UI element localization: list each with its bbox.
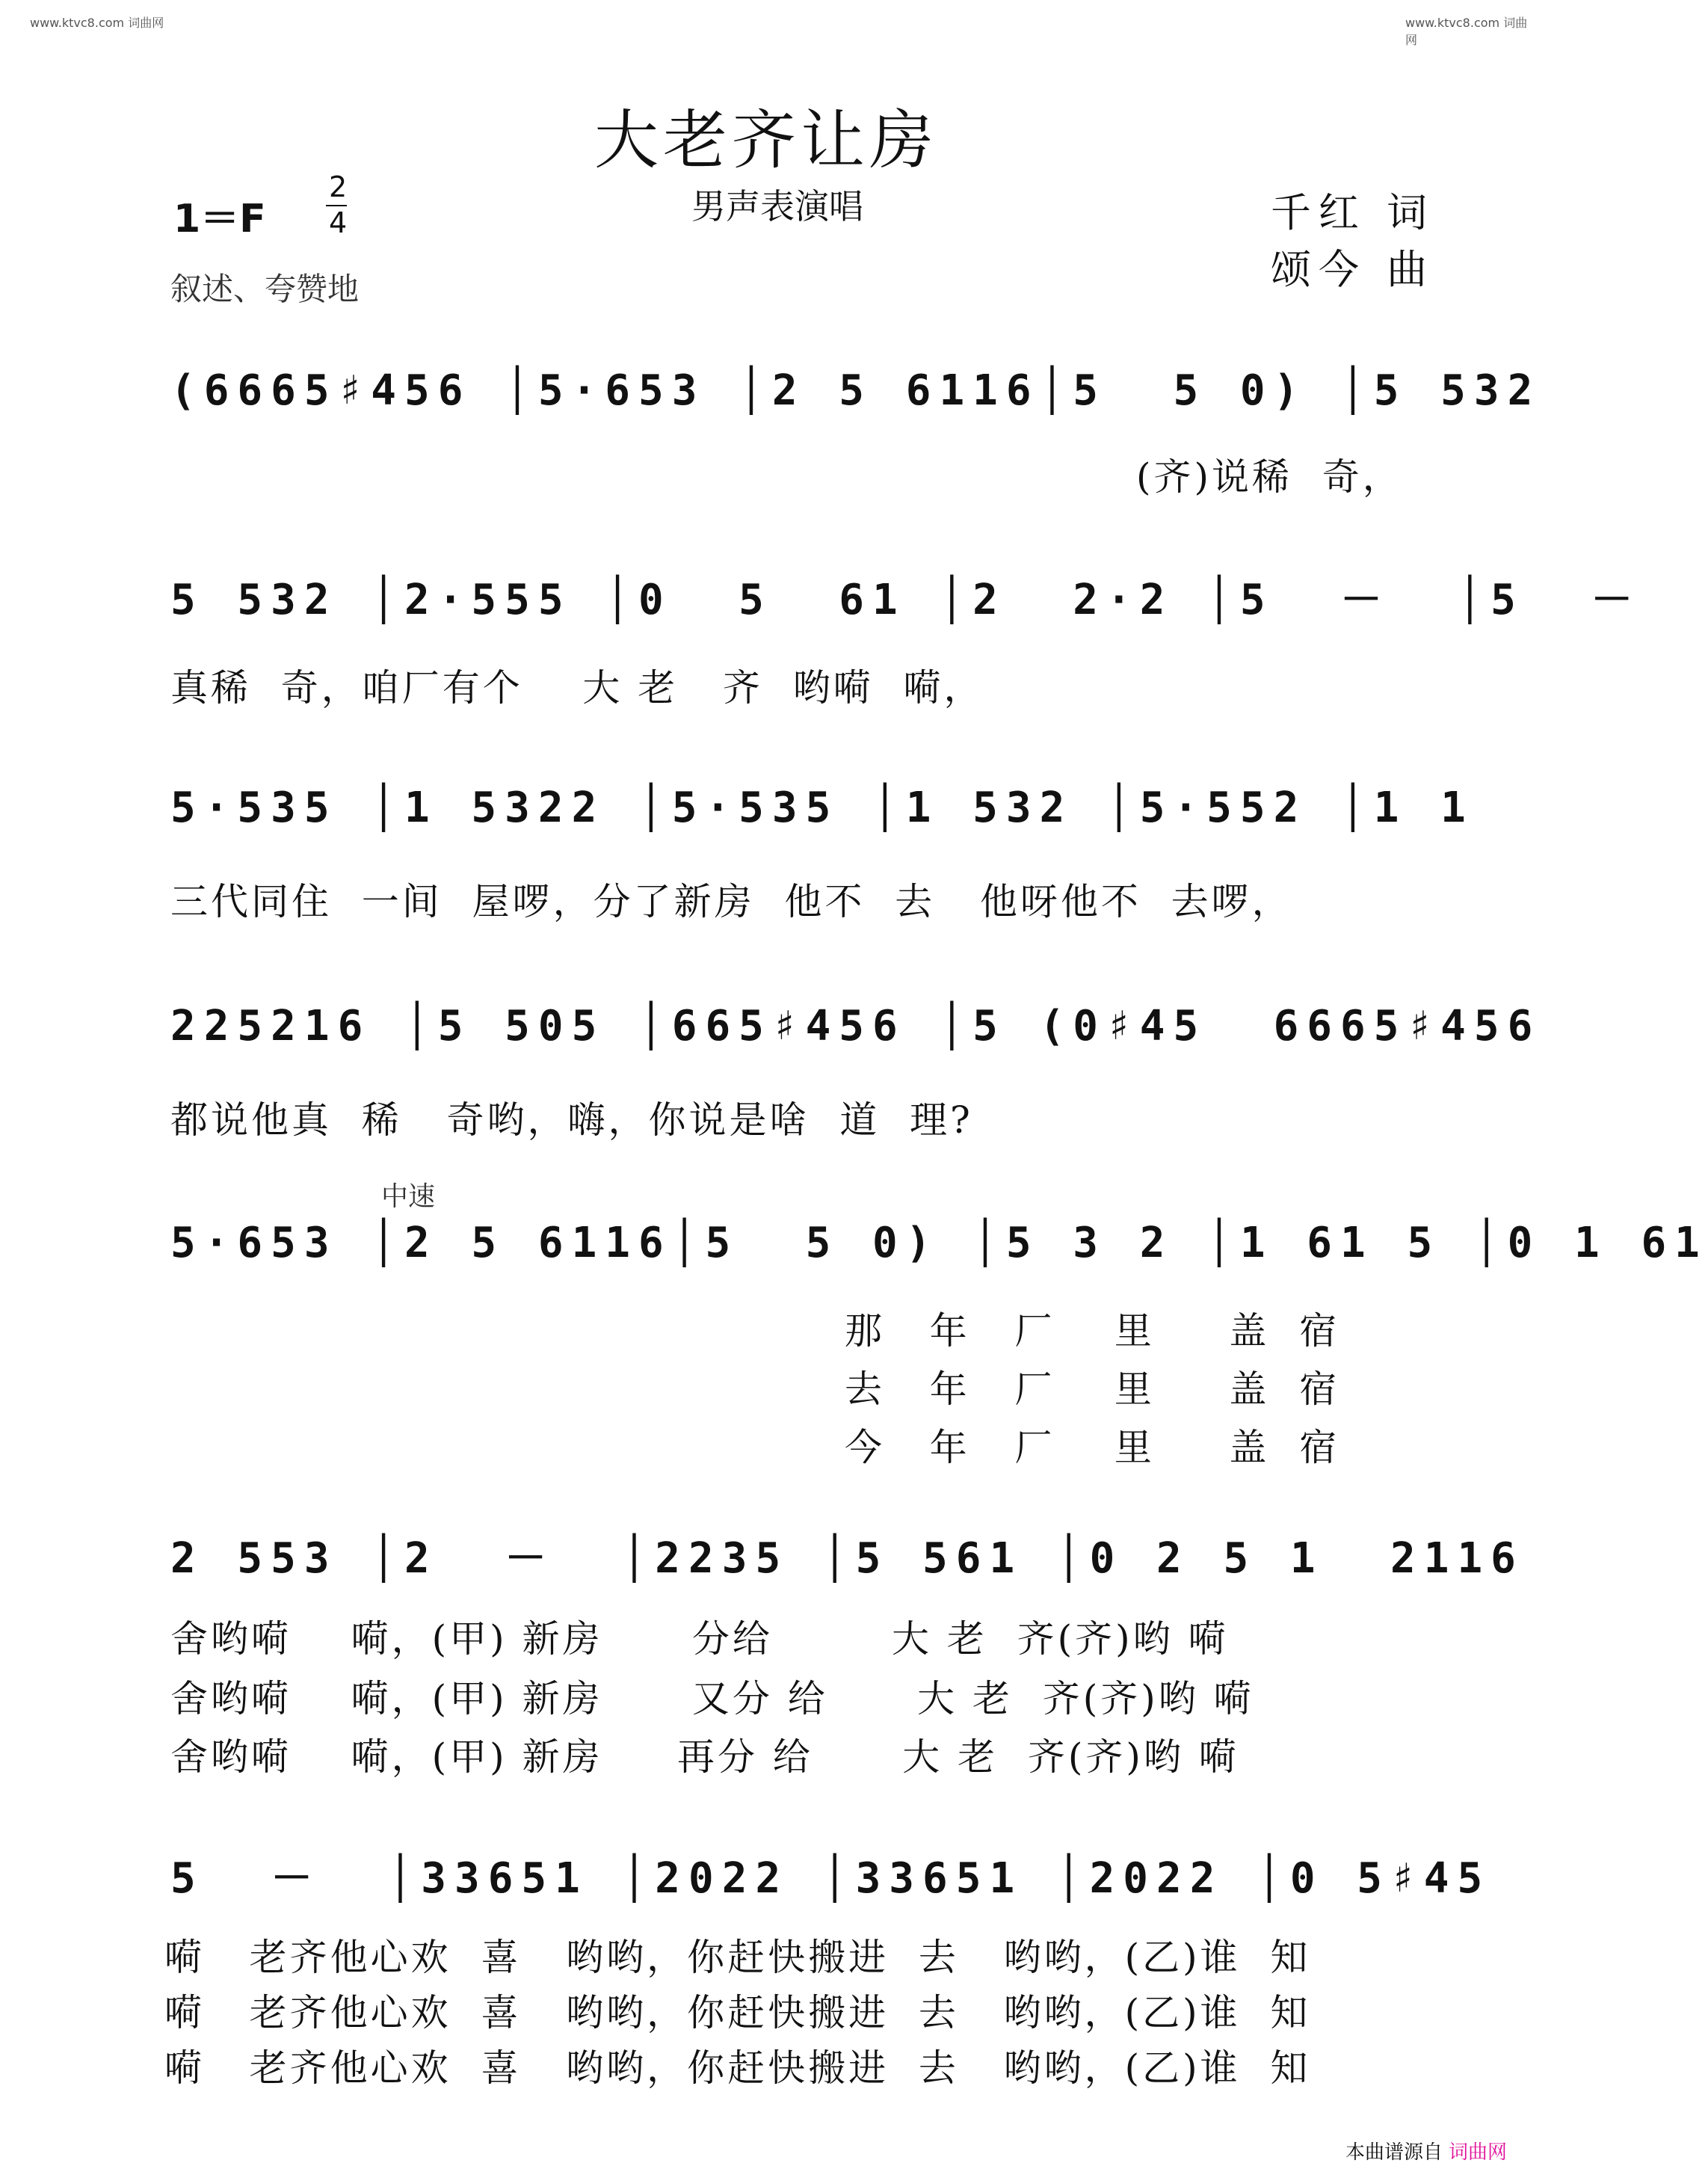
- tempo-mark: 中速: [381, 1181, 436, 1212]
- key-signature: 1＝F: [173, 197, 266, 241]
- notation-line-4: 225216 │5 505 │665♯456 │5 (0♯45 6665♯456: [170, 1002, 1541, 1050]
- lyric-line-3: 三代同住 一间 屋啰，分了新房 他不 去 他呀他不 去啰，: [170, 880, 1292, 923]
- page-title: 大老齐让房: [594, 103, 938, 178]
- lyric-line-6-verse-2: 舍哟嗬 嗬，(甲) 新房 又分 给 大 老 齐(齐)哟 嗬: [170, 1677, 1254, 1720]
- footer-source-text: 本曲谱源自: [1345, 2141, 1443, 2164]
- lyric-line-4: 都说他真 稀 奇哟，嗨，你说是啥 道 理?: [170, 1098, 973, 1142]
- notation-line-2: 5 532 │2·555 │0 5 61 │2 2·2 │5 － │5 －: [170, 576, 1641, 624]
- lyric-line-6-verse-3: 舍哟嗬 嗬，(甲) 新房 再分 给 大 老 齐(齐)哟 嗬: [170, 1735, 1239, 1779]
- composer-credit: 颂今 曲: [1271, 246, 1435, 293]
- footer-brand-link[interactable]: 词曲网: [1449, 2141, 1508, 2164]
- notation-line-7: 5 － │33651 │2022 │33651 │2022 │0 5♯45: [170, 1854, 1491, 1903]
- lyric-line-7-verse-3: 嗬 老齐他心欢 喜 哟哟，你赶快搬进 去 哟哟，(乙)谁 知: [164, 2046, 1311, 2090]
- lyric-line-2: 真稀 奇，咱厂有个 大 老 齐 哟嗬 嗬，: [170, 666, 984, 710]
- time-signature-top: 2: [329, 170, 348, 203]
- lyric-line-5-verse-1: 那 年 厂 里 盖 宿: [845, 1309, 1340, 1353]
- notation-line-5: 5·653 │2 5 6116│5 5 0) │5 3 2 │1 61 5 │0 1 61: [170, 1219, 1708, 1267]
- lyricist-credit: 千红 词: [1271, 189, 1435, 236]
- lyric-line-1: (齐)说稀 奇，: [1136, 455, 1403, 499]
- subtitle: 男声表演唱: [691, 186, 863, 227]
- header-site-left: www.ktvc8.com 词曲网: [30, 16, 164, 30]
- lyric-line-5-verse-2: 去 年 厂 里 盖 宿: [845, 1368, 1340, 1411]
- lyric-line-5-verse-3: 今 年 厂 里 盖 宿: [845, 1426, 1340, 1469]
- lyric-line-6-verse-1: 舍哟嗬 嗬，(甲) 新房 分给 大 老 齐(齐)哟 嗬: [170, 1617, 1229, 1661]
- header-site-right: www.ktvc8.com 词曲网: [1405, 16, 1528, 47]
- notation-line-1: (6665♯456 │5·653 │2 5 6116│5 5 0) │5 532: [170, 366, 1541, 415]
- time-signature-bottom: 4: [329, 206, 348, 239]
- notation-line-3: 5·535 │1 5322 │5·535 │1 532 │5·552 │1 1: [170, 784, 1474, 832]
- notation-line-6: 2 553 │2 － │2235 │5 561 │0 2 5 1 2116: [170, 1534, 1524, 1583]
- expression-mark: 叙述、夸赞地: [170, 271, 360, 307]
- lyric-line-7-verse-1: 嗬 老齐他心欢 喜 哟哟，你赶快搬进 去 哟哟，(乙)谁 知: [164, 1936, 1311, 1979]
- lyric-line-7-verse-2: 嗬 老齐他心欢 喜 哟哟，你赶快搬进 去 哟哟，(乙)谁 知: [164, 1991, 1311, 2034]
